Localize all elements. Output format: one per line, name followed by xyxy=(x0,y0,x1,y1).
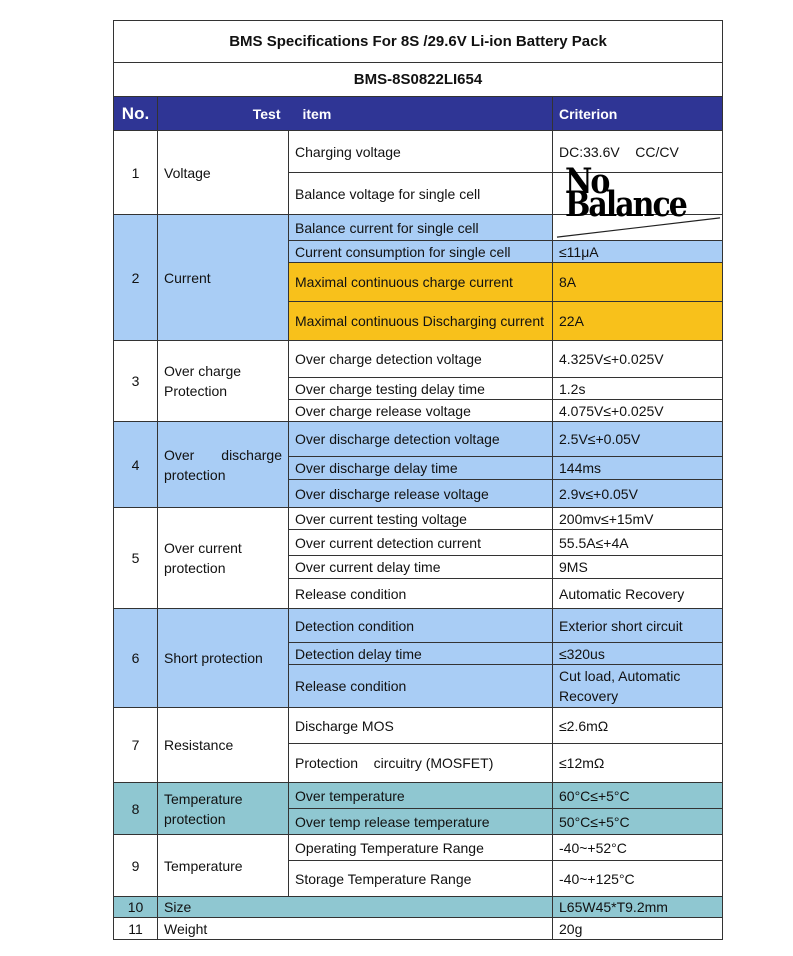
item-label: Operating Temperature Range xyxy=(289,835,553,861)
table-row xyxy=(114,422,723,457)
item-label: Storage Temperature Range xyxy=(289,861,553,897)
row-number: 3 xyxy=(114,341,158,422)
criterion-value: ≤11μA xyxy=(553,241,723,263)
slash-line xyxy=(553,215,722,240)
item-label: Over charge detection voltage xyxy=(289,341,553,378)
item-label: Over discharge delay time xyxy=(289,457,553,480)
table-row xyxy=(114,341,723,378)
criterion-value: Cut load, Automatic Recovery xyxy=(553,665,723,708)
criterion-value: 20g xyxy=(553,918,723,940)
criterion-value: ≤2.6mΩ xyxy=(553,708,723,744)
item-label: Detection delay time xyxy=(289,643,553,665)
bms-spec-table xyxy=(113,20,723,940)
item-label: Discharge MOS xyxy=(289,708,553,744)
row-group: Temperature xyxy=(158,835,289,897)
criterion-value: 50°C≤+5°C xyxy=(553,809,723,835)
table-row xyxy=(114,508,723,530)
document-title: BMS Specifications For 8S /29.6V Li-ion Battery Pack xyxy=(114,21,723,63)
item-label: Detection condition xyxy=(289,609,553,643)
row-number: 11 xyxy=(114,918,158,940)
item-label: Release condition xyxy=(289,665,553,708)
no-balance-text: No Balance xyxy=(565,161,686,225)
item-label: Over current detection current xyxy=(289,530,553,556)
header-no: No. xyxy=(114,97,158,131)
item-label: Current consumption for single cell xyxy=(289,241,553,263)
item-label: Balance voltage for single cell xyxy=(289,173,553,215)
criterion-value: 1.2s xyxy=(553,378,723,400)
criterion-value: ≤12mΩ xyxy=(553,744,723,783)
row-group: Current xyxy=(158,215,289,341)
item-label: Over current testing voltage xyxy=(289,508,553,530)
item-label: Protection circuitry (MOSFET) xyxy=(289,744,553,783)
row-number: 9 xyxy=(114,835,158,897)
header-criterion: Criterion xyxy=(553,97,723,131)
criterion-value: L65W45*T9.2mm xyxy=(553,897,723,918)
row-group xyxy=(158,422,289,508)
row-group: Voltage xyxy=(158,131,289,215)
row-number: 2 xyxy=(114,215,158,341)
criterion-value: -40~+125°C xyxy=(553,861,723,897)
criterion-value: 4.325V≤+0.025V xyxy=(553,341,723,378)
row-group: Short protection xyxy=(158,609,289,708)
table-row xyxy=(114,897,723,918)
header-item: item xyxy=(289,97,553,131)
item-label: Over charge release voltage xyxy=(289,400,553,422)
table-row xyxy=(114,918,723,940)
row-group: Over charge Protection xyxy=(158,341,289,422)
table-row xyxy=(114,131,723,173)
item-label: Size xyxy=(158,897,553,918)
row-group: Temperature protection xyxy=(158,783,289,835)
not-applicable-slash xyxy=(553,215,723,241)
criterion-value: 55.5A≤+4A xyxy=(553,530,723,556)
item-label: Over current delay time xyxy=(289,556,553,579)
item-label: Over temp release temperature xyxy=(289,809,553,835)
item-label: Weight xyxy=(158,918,553,940)
criterion-value: 2.9v≤+0.05V xyxy=(553,480,723,508)
table-row xyxy=(114,783,723,809)
row-group: Resistance xyxy=(158,708,289,783)
criterion-value: DC:33.6V CC/CV xyxy=(553,131,723,173)
criterion-value: ≤320us xyxy=(553,643,723,665)
row-number: 1 xyxy=(114,131,158,215)
criterion-value: 200mv≤+15mV xyxy=(553,508,723,530)
row-group-line: Over discharge xyxy=(164,446,282,463)
criterion-value: 8A xyxy=(553,263,723,302)
item-label: Balance current for single cell xyxy=(289,215,553,241)
item-label: Maximal continuous Discharging current xyxy=(289,302,553,341)
criterion-value: 22A xyxy=(553,302,723,341)
item-label: Over charge testing delay time xyxy=(289,378,553,400)
row-number: 6 xyxy=(114,609,158,708)
table-row xyxy=(114,215,723,241)
header-test: Test xyxy=(158,97,289,131)
criterion-value: Automatic Recovery xyxy=(553,579,723,609)
criterion-value: 4.075V≤+0.025V xyxy=(553,400,723,422)
item-label: Over discharge release voltage xyxy=(289,480,553,508)
item-label: Release condition xyxy=(289,579,553,609)
item-label: Over discharge detection voltage xyxy=(289,422,553,457)
model-number: BMS-8S0822LI654 xyxy=(114,63,723,97)
row-number: 4 xyxy=(114,422,158,508)
row-number: 5 xyxy=(114,508,158,609)
criterion-value: Exterior short circuit xyxy=(553,609,723,643)
criterion-value: 2.5V≤+0.05V xyxy=(553,422,723,457)
criterion-value: 144ms xyxy=(553,457,723,480)
criterion-value: 9MS xyxy=(553,556,723,579)
row-number: 7 xyxy=(114,708,158,783)
row-number: 8 xyxy=(114,783,158,835)
table-header xyxy=(114,97,723,131)
row-group: Over current protection xyxy=(158,508,289,609)
table-row xyxy=(114,609,723,643)
no-balance-value xyxy=(553,161,723,225)
table-row xyxy=(114,835,723,861)
table-row xyxy=(114,708,723,744)
row-group-line: protection xyxy=(164,466,226,483)
criterion-value: -40~+52°C xyxy=(553,835,723,861)
criterion-value: 60°C≤+5°C xyxy=(553,783,723,809)
item-label: Charging voltage xyxy=(289,131,553,173)
row-number: 10 xyxy=(114,897,158,918)
item-label: Over temperature xyxy=(289,783,553,809)
item-label: Maximal continuous charge current xyxy=(289,263,553,302)
